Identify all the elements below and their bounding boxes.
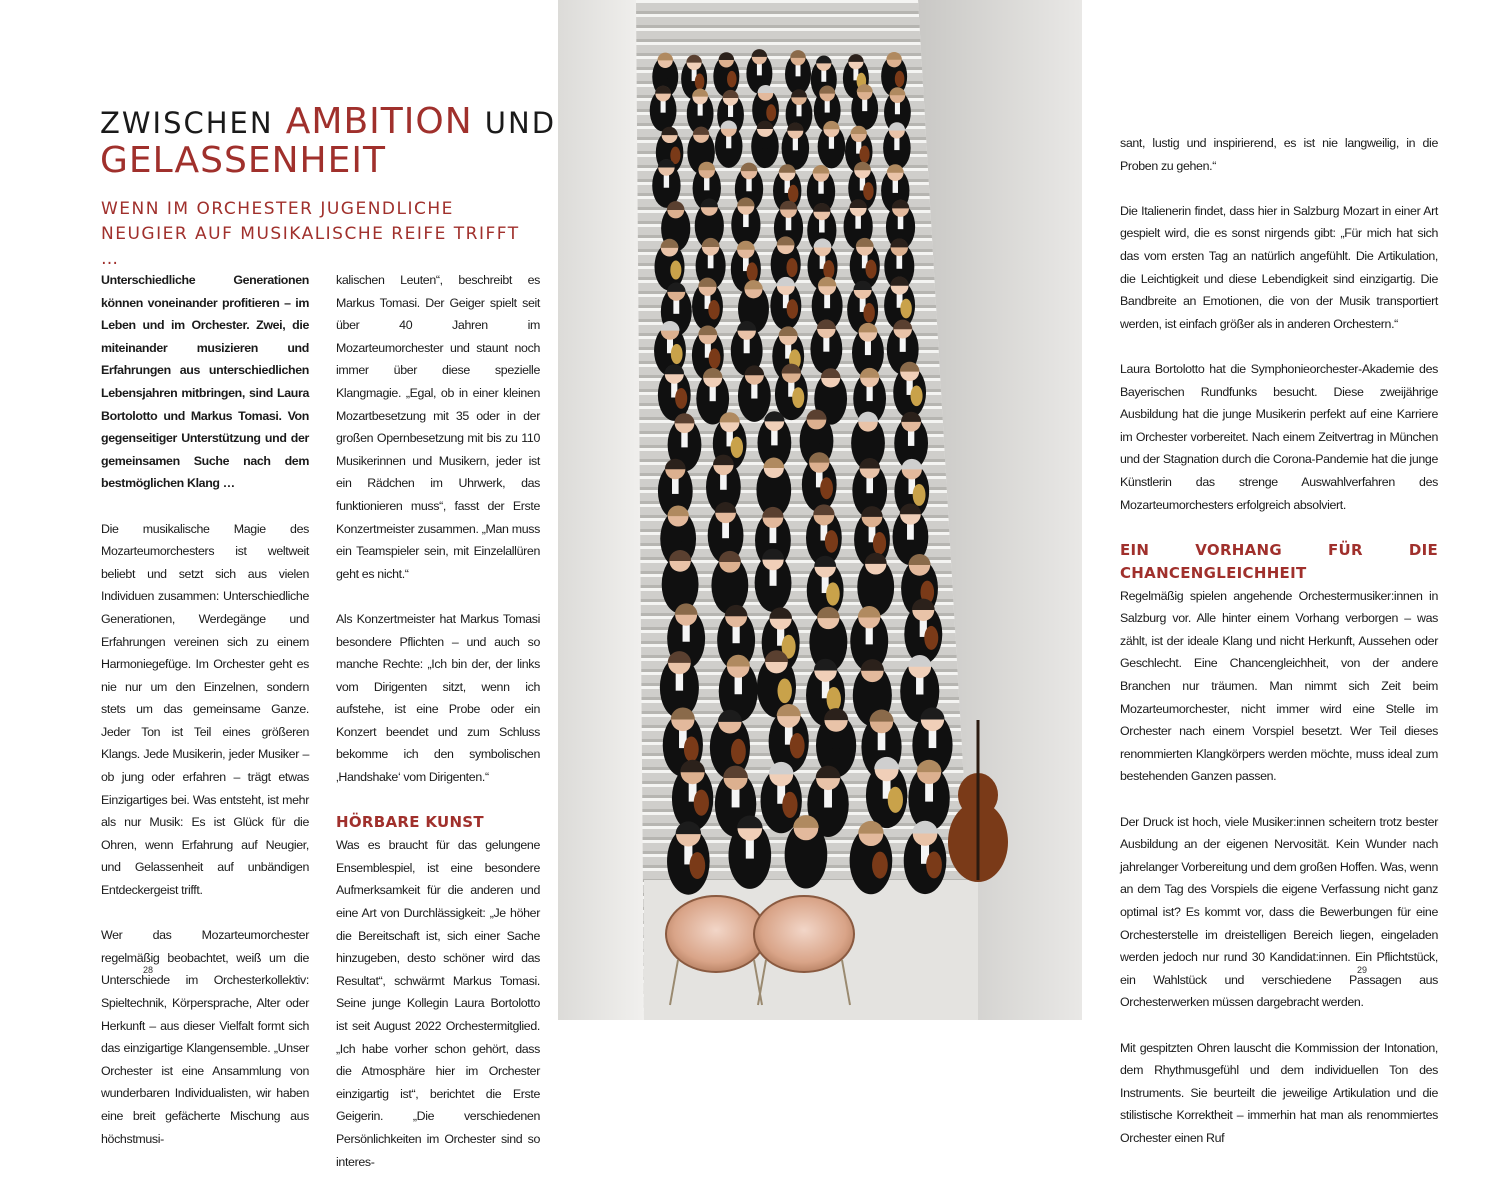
musician-shirt: [720, 473, 727, 489]
body-paragraph: Laura Bortolotto hat die Symphonieorchester-Akademie des Bayerischen Rundfunks besucht. Diese zweijährige Ausbildung hat die junge Musikerin perfekt auf eine Karriere im Orchester vorbereitet. Nach einem Zeitvertrag in München und der Stagnation durch die Corona-Pandemie hat die junge Künstlerin das strenge Auswahlverfahren des Mozarteumorchesters erfolgreich absolviert.: [1120, 361, 1438, 512]
musician-shirt: [824, 294, 830, 309]
instrument: [671, 344, 683, 364]
instrument: [695, 74, 705, 90]
musician-shirt: [929, 729, 937, 748]
musician-shirt: [704, 177, 709, 190]
body-paragraph: Mit gespitzten Ohren lauscht die Kommission der Intonation, dem Rhythmusgefühl und dem individuellen Ton des Instruments. Sie beurteilt die jeweilige Artikulation und die stilistische Korrektheit – immerhin hat man als renommiertes Orchester einen Ruf: [1120, 1040, 1438, 1145]
instrument: [895, 71, 905, 87]
instrument: [747, 262, 758, 281]
instrument: [675, 388, 687, 409]
musician-shirt: [818, 180, 823, 193]
instrument: [788, 185, 798, 203]
musician-shirt: [898, 215, 904, 229]
title-word-ambition: AMBITION: [285, 101, 473, 142]
musician-shirt: [726, 135, 731, 148]
musician-shirt: [728, 104, 733, 117]
body-paragraph: kalischen Leuten“, beschreibt es Markus Tomasi. Der Geiger spielt seit über 40 Jahren im Mozarteumorchester und staunt noch immer über diese spezielle Klangmagie. „Egal, ob in einer kleinen Mozartbesetzung mit 35 oder in der großen Opernbesetzung mit bis zu 110 Musikerinnen und Musikern, jeder ist ein Rädchen im Uhrwerk, das funktionieren muss“, fasst der Erste Konzertmeister zusammen. „Man muss ein Teamspieler sein, mit Einzelallüren geht es nicht.“: [336, 273, 540, 581]
musician-shirt: [819, 219, 825, 233]
body-paragraph: Wer das Mozarteumorchester regelmäßig beobachtet, weiß um die Unterschiede im Orchesterkollektiv: Spieltechnik, Körpersprache, Alter oder Herkunft – aus dieser Vielfalt formt sich das einzigartige Klangensemble. „Unser Orchester ist eine Ansammlung von wunderbaren Individualisten, wir haben eine breit gefächerte Mischung aus höchstmusi-: [101, 928, 309, 1146]
text-column-3: [1120, 132, 1438, 1172]
left-page: [0, 0, 570, 1169]
musician-shirt: [925, 782, 933, 802]
section-heading: EIN VORHANG FÜR DIE CHANCENGLEICHHEIT: [1120, 540, 1438, 582]
musician-shirt: [867, 386, 873, 402]
musician-shirt: [855, 215, 861, 229]
musician-shirt: [663, 67, 668, 79]
instrument: [782, 792, 797, 818]
musician-shirt: [746, 838, 754, 858]
instrument: [684, 736, 699, 761]
musician-shirt: [664, 174, 669, 187]
musician-shirt: [722, 521, 729, 538]
musician-shirt: [673, 299, 679, 314]
musician-shirt: [796, 64, 801, 76]
instrument: [926, 851, 942, 878]
musician-shirt: [866, 626, 873, 644]
musician-shirt: [708, 254, 714, 268]
musician-shirt: [893, 179, 898, 192]
musician-shirt: [735, 676, 742, 695]
musician-shirt: [681, 431, 687, 447]
title-word-zwischen: ZWISCHEN: [100, 106, 274, 140]
instrument: [825, 530, 838, 553]
instrument: [766, 104, 776, 121]
musician-shirt: [878, 731, 886, 750]
musician-shirt: [675, 525, 682, 542]
musician-shirt: [698, 141, 703, 154]
musician-shirt: [751, 383, 757, 399]
musician-shirt: [896, 255, 902, 269]
instrument: [826, 582, 840, 605]
instrument: [900, 299, 911, 319]
title-word-und: UND: [484, 106, 557, 140]
body-paragraph: Was es braucht für das gelungene Ensemblespiel, ist eine besondere Aufmerksamkeit für die anderen und eine Art von Durchlässigkeit: „Je höher die Bereitschaft ist, sich einer Sache hinzugeben, desto schöner wird das Resultat“, schwärmt Markus Tomasi. Seine junge Kollegin Laura Bortolotto ist seit August 2022 Orchestermitglied. „Ich habe vorher schon gehört, dass die Atmosphäre hier im Orchester einzigartig ist“, berichtet die Erste Geigerin. „Die verschiedenen Persönlichkeiten im Orchester sind so interes-: [336, 838, 540, 1169]
instrument: [913, 484, 926, 506]
musician-shirt: [770, 526, 777, 543]
musician-shirt: [793, 137, 798, 150]
musician-shirt: [743, 213, 749, 227]
body-paragraph: Die musikalische Magie des Mozarteumorchesters ist weltweit beliebt und setzt sich aus vielen Individuen zusammen: Unterschiedliche Generationen, Werdegänge und Erfahrungen vereinen sich zu einem Harmoniegefüge. Im Orchester geht es nie nur um den Einzelnen, sondern stets um das gemeinsame Ganze. Jeder Ton ist Teil eines größeren Klangs. Jede Musikerin, jeder Musiker – ob jung oder erfahren – trägt etwas Einzigartiges bei. Was entsteht, ist mehr als nur Musik: Es ist Glück für die Ohren, wenn Erfahrung auf Neugier, und Gelassenheit auf unbändigen Entdeckergeist trifft.: [101, 521, 309, 898]
instrument: [863, 182, 873, 200]
instrument: [924, 626, 938, 650]
instrument: [790, 733, 805, 758]
text-column-1: [101, 269, 309, 1173]
musician-shirt: [865, 340, 871, 355]
instrument: [863, 303, 874, 323]
musician-shirt: [673, 217, 679, 231]
musician-shirt: [829, 136, 834, 149]
musician-shirt: [771, 476, 778, 492]
instrument: [911, 385, 923, 406]
body-paragraph: Regelmäßig spielen angehende Orchestermusiker:innen in Salzburg vor. Alle hinter einem Vorhang verborgen – was zählt, ist der ideale Klang und nicht Herkunft, Aussehen oder Geschlecht. Eine Chancengleichheit, von der andere Branchen nur träumen. Man nimmt sich Zeit beim Mozarteumorchester, nicht immer wird eine Stelle im Orchester nach einem Vorspiel besetzt. Wer Teil dieses renommierten Klangkörpers werden möchte, muss ideal zum bestehenden Ganzen passen.: [1120, 588, 1438, 784]
musician-shirt: [733, 625, 740, 643]
musician-shirt: [900, 337, 906, 352]
instrument: [820, 477, 833, 499]
musician-shirt: [866, 477, 873, 493]
musician-shirt: [825, 627, 832, 645]
instrument: [872, 852, 888, 879]
musician-shirt: [894, 137, 899, 150]
musician-shirt: [726, 571, 733, 588]
body-paragraph: Der Druck ist hoch, viele Musiker:innen scheitern trotz bester Ausbildung an der eigenen Nervosität. Kein Wunder nach jahrelanger Vorbereitung und dem großen Hoffen. Was, wenn an dem Tag des Vorspiels die eigene Verfassung nicht ganz optimal ist? Es kommt vor, dass die Bewerbungen für eine Orchesterstelle im dreistelligen Bereich liegen, eingeladen werden jedoch nur rund 30 Kandidat:innen. Ein Pflichtstück, ein Wahlstück und verschiedene Passagen aus Orchesterwerken müssen dargebracht werden.: [1120, 814, 1438, 1010]
musician-shirt: [677, 570, 684, 587]
musician-shirt: [916, 676, 923, 695]
musician-shirt: [907, 523, 914, 540]
musician-shirt: [823, 337, 829, 352]
instrument: [708, 300, 719, 320]
instrument: [727, 71, 737, 87]
instrument: [670, 260, 681, 279]
musician-shirt: [865, 430, 871, 446]
article-title: [100, 103, 560, 180]
page-number-right: 29: [1357, 965, 1368, 975]
musician-shirt: [862, 98, 867, 111]
musician-shirt: [869, 680, 876, 699]
musician-shirt: [672, 477, 679, 493]
instrument: [873, 532, 886, 555]
instrument: [709, 348, 721, 368]
instrument: [777, 678, 791, 703]
text-column-2: [336, 269, 540, 1196]
instrument: [731, 739, 746, 764]
body-paragraph: sant, lustig und inspirierend, es ist nie langweilig, in die Proben zu gehen.“: [1120, 136, 1438, 173]
musician-shirt: [732, 788, 740, 808]
musician-shirt: [825, 100, 830, 113]
musician-shirt: [824, 788, 832, 808]
section-heading: HÖRBARE KUNST: [336, 813, 484, 832]
musician-shirt: [683, 624, 690, 642]
musician-shirt: [707, 214, 713, 228]
instrument: [786, 258, 797, 277]
instrument: [866, 260, 877, 279]
body-paragraph: Als Konzertmeister hat Markus Tomasi besondere Pflichten – und auch so manche Rechte: „Ich bin der, der links vom Dirigenten sitzt, wenn ich aufstehe, ist eine Probe oder ein Konzert beendet und zum Schluss bekomme ich den symbolischen ‚Handshake‘ vom Dirigenten.“: [336, 611, 540, 785]
musician-shirt: [832, 730, 840, 749]
musician-shirt: [771, 429, 777, 445]
musician-shirt: [802, 838, 810, 858]
title-word-gelassenheit: GELASSENHEIT: [100, 140, 386, 181]
subtitle-line-1: WENN IM ORCHESTER JUGENDLICHE: [101, 199, 454, 219]
instrument: [792, 387, 804, 408]
lead-paragraph: Unterschiedliche Generationen können voneinander profitieren – im Leben und im Orchester. Zwei, die miteinander musizieren und Erfahrungen aus unterschiedlichen Lebensjahren mitbringen, sind Laura Bortolotto und Markus Tomasi. Von gegenseitiger Unterstützung und der gemeinsamen Suche nach dem bestmöglichen Klang …: [101, 273, 309, 491]
instrument: [859, 146, 869, 163]
body-paragraph: Die Italienerin findet, dass hier in Salzburg Mozart in einer Art gespielt wird, die es sonst nirgends gibt: „Für mich hat sich das vom ersten Tag an natürlich angefühlt. Die Artikulation, die Leichtigkeit und diese Lebendigkeit sind einzigartig. Die Bandbreite an Emotionen, die von der Musik transportiert werden, ist einfach größer als in anderen Orchestern.“: [1120, 203, 1438, 331]
musician-shirt: [698, 103, 703, 116]
musician-shirt: [821, 69, 826, 81]
musician-shirt: [751, 297, 757, 312]
musician-shirt: [770, 568, 777, 585]
instrument: [689, 852, 705, 879]
instrument: [787, 299, 798, 319]
article-subtitle: [101, 197, 541, 272]
musician-shirt: [746, 178, 751, 191]
musician-shirt: [908, 430, 914, 446]
musician-shirt: [661, 100, 666, 113]
instrument: [694, 790, 709, 816]
musician-shirt: [895, 102, 900, 115]
musician-shirt: [676, 672, 683, 691]
orchestra-group-photo: [558, 0, 1082, 1020]
musician-shirt: [744, 338, 750, 353]
musician-shirt: [757, 63, 762, 75]
instrument: [731, 437, 743, 458]
page-number-left: 28: [143, 965, 154, 975]
musician-shirt: [813, 428, 819, 444]
subtitle-line-2: NEUGIER AUF MUSIKALISCHE REIFE TRIFFT …: [101, 224, 520, 269]
musician-shirt: [762, 135, 767, 148]
instrument: [888, 787, 903, 813]
musician-shirt: [786, 216, 792, 230]
musician-shirt: [828, 386, 834, 402]
musician-shirt: [872, 573, 879, 590]
musician-shirt: [796, 104, 801, 117]
instrument: [827, 687, 841, 712]
musician-shirt: [710, 386, 716, 402]
instrument: [823, 260, 834, 279]
